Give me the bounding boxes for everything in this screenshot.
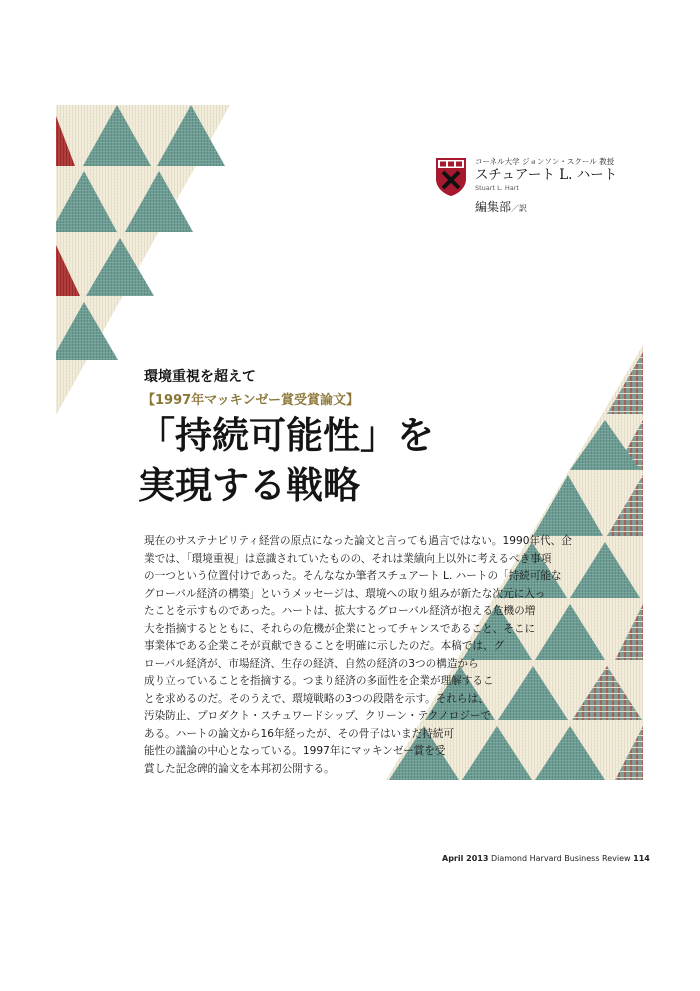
- abstract-line: 大を指摘するとともに、それらの危機が企業にとってチャンスであること、そこに: [144, 622, 536, 635]
- abstract-line: 汚染防止、プロダクト・スチュワードシップ、クリーン・テクノロジーで: [144, 710, 492, 722]
- abstract-line: 現在のサステナビリティ経営の原点になった論文と言っても過言ではない。1990年代、企: [144, 535, 572, 547]
- abstract-line: 能性の議論の中心となっている。1997年にマッキンゼー賞を受: [144, 745, 446, 757]
- author-name-roman: Stuart L. Hart: [475, 184, 519, 192]
- abstract-line: とを求めるのだ。そのうえで、環境戦略の3つの段階を示す。それらは、: [144, 692, 489, 705]
- author-name: スチュアート L. ハート: [475, 167, 618, 183]
- translator-suffix: ／訳: [511, 204, 528, 213]
- abstract-line: 成り立っていることを指摘する。つまり経済の多面性を企業が理解するこ: [144, 675, 494, 687]
- issue-date: April 2013: [442, 854, 489, 863]
- translator-name: 編集部: [475, 200, 512, 214]
- article-subtitle: 環境重視を超えて: [144, 369, 256, 385]
- abstract-line: たことを示すものであった。ハートは、拡大するグローバル経済が抱える危機の増: [144, 605, 536, 617]
- abstract-line: 業では、「環境重視」は意識されていたものの、それは業績向上以外に考えるべき事項: [144, 552, 552, 565]
- harvard-shield-icon: [435, 157, 467, 197]
- title-line-2: 実現する戦略: [138, 463, 360, 507]
- abstract-line: ある。ハートの論文から16年経ったが、その骨子はいまだ持続可: [144, 727, 455, 740]
- award-label: 【1997年マッキンゼー賞受賞論文】: [142, 393, 360, 408]
- journal-name: Diamond Harvard Business Review: [490, 854, 631, 863]
- abstract-line: 事業体である企業こそが貢献できることを明確に示したのだ。本稿では、グ: [144, 640, 505, 652]
- translator-credit: [475, 199, 665, 217]
- author-affiliation: コーネル大学 ジョンソン・スクール 教授: [475, 157, 615, 166]
- abstract-line: ローバル経済が、市場経済、生存の経済、自然の経済の3つの構造から: [144, 657, 479, 670]
- abstract-line: グローバル経済の構築」というメッセージは、環境への取り組みが新たな次元に入っ: [144, 587, 546, 600]
- page-number: 114: [633, 854, 650, 863]
- article-abstract: [144, 533, 574, 778]
- abstract-line: の一つという位置付けであった。そんななか筆者スチュアート L. ハートの「持続可能な: [144, 570, 562, 582]
- abstract-line: 賞した記念碑的論文を本邦初公開する。: [144, 762, 335, 775]
- article-title: [138, 410, 434, 510]
- title-line-1: 「持続可能性」を: [138, 413, 434, 457]
- page-footer: [442, 854, 650, 863]
